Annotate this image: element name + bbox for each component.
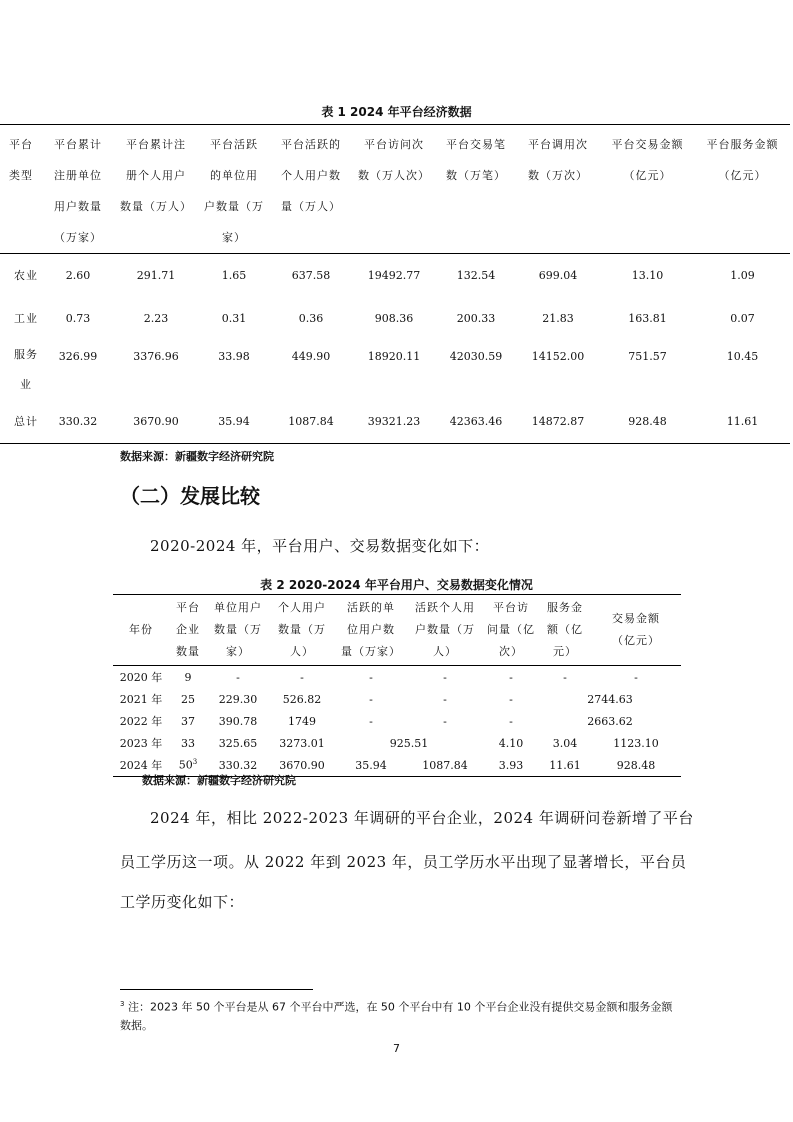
header-active-units bbox=[335, 595, 407, 666]
cell: 1087.84 bbox=[422, 758, 468, 772]
header-line: 类型 bbox=[9, 169, 33, 182]
header-line: （万家） bbox=[54, 231, 102, 244]
header-line: 数（万人次） bbox=[358, 169, 430, 182]
cell: 35.94 bbox=[355, 758, 387, 772]
header-line: 户数量（万 bbox=[204, 200, 264, 213]
cell: 19492.77 bbox=[367, 269, 421, 282]
cell: 3376.96 bbox=[133, 350, 179, 363]
cell: 3.04 bbox=[552, 736, 578, 750]
cell: 1.09 bbox=[730, 269, 755, 282]
cell: 9 bbox=[184, 670, 192, 684]
cell: 200.33 bbox=[456, 312, 496, 325]
body-line: 工学历变化如下： bbox=[120, 893, 245, 911]
cell: 132.54 bbox=[456, 269, 496, 282]
cell-merged-amount: 2663.62 bbox=[587, 714, 633, 728]
header-line: 用户数量 bbox=[54, 200, 102, 213]
cell: - bbox=[563, 670, 567, 684]
header-company-count bbox=[169, 595, 207, 666]
header-line: 问量（亿 bbox=[487, 623, 535, 636]
table2-source: 数据来源：新疆数字经济研究院 bbox=[142, 774, 296, 787]
header-line: 的单位用 bbox=[210, 169, 258, 182]
header-trade-amount bbox=[591, 595, 681, 666]
header-line: 个人用户 bbox=[278, 601, 326, 614]
cell: 928.48 bbox=[616, 758, 656, 772]
section-heading: （二）发展比较 bbox=[120, 484, 260, 508]
header-personal-users bbox=[269, 595, 335, 666]
cell: - bbox=[443, 714, 447, 728]
header-platform-type bbox=[0, 125, 42, 254]
header-year bbox=[113, 595, 169, 666]
footnote-text: 注：2023 年 50 个平台是从 67 个平台中严选，在 50 个平台中有 10 个平台企业没有提供交易金额和服务金额数据。 bbox=[120, 1000, 673, 1032]
header-line: 数（万笔） bbox=[446, 169, 506, 182]
header-line: 平台调用次 bbox=[528, 138, 588, 151]
cell: 1749 bbox=[288, 714, 316, 728]
table-row bbox=[0, 340, 790, 400]
header-line: 数量（万 bbox=[278, 623, 326, 636]
cell: 2.23 bbox=[143, 312, 169, 325]
header-line: 平台 bbox=[176, 601, 200, 614]
cell: 1123.10 bbox=[613, 736, 659, 750]
cell: 330.32 bbox=[58, 415, 98, 428]
cell: 163.81 bbox=[628, 312, 667, 325]
row-label bbox=[0, 340, 42, 400]
header-line: 平台交易金额 bbox=[611, 138, 684, 151]
cell: 33.98 bbox=[218, 350, 250, 363]
cell: - bbox=[300, 670, 304, 684]
header-line: 次） bbox=[499, 645, 523, 658]
cell: 751.57 bbox=[628, 350, 667, 363]
cell-year: 2024 年 bbox=[119, 759, 163, 772]
row-label: 工业 bbox=[14, 311, 38, 325]
header-unit-users bbox=[207, 595, 269, 666]
cell: 25 bbox=[181, 692, 195, 706]
table-row bbox=[0, 297, 790, 340]
table2-caption: 表 2 2020-2024 年平台用户、交易数据变化情况 bbox=[260, 578, 533, 592]
table-header-row bbox=[113, 595, 681, 666]
header-line: 交易金额 bbox=[612, 612, 660, 625]
row-label: 农业 bbox=[14, 268, 38, 282]
cell: 330.32 bbox=[218, 758, 258, 772]
cell: 449.90 bbox=[291, 350, 331, 363]
cell: 291.71 bbox=[136, 269, 176, 282]
row-label: 总计 bbox=[14, 414, 38, 428]
header-trade-amount bbox=[600, 125, 695, 254]
cell: 3670.90 bbox=[133, 415, 179, 428]
cell: - bbox=[369, 692, 373, 706]
row-label-line: 业 bbox=[20, 378, 32, 391]
header-line: 家） bbox=[222, 231, 246, 244]
header-line: 年份 bbox=[129, 623, 153, 636]
header-line: 数量（万人） bbox=[120, 200, 192, 213]
table-row bbox=[113, 666, 681, 689]
header-active-persons bbox=[407, 595, 483, 666]
table-row bbox=[0, 254, 790, 298]
table-row bbox=[0, 400, 790, 444]
cell-year: 2021 年 bbox=[119, 693, 163, 706]
header-transactions bbox=[436, 125, 516, 254]
header-line: 人） bbox=[290, 645, 314, 658]
intro-paragraph: 2020-2024 年，平台用户、交易数据变化如下： bbox=[150, 537, 490, 555]
header-line: 平台活跃的 bbox=[281, 138, 341, 151]
header-line: （亿元） bbox=[612, 634, 660, 647]
cell: 0.31 bbox=[221, 312, 247, 325]
table-header-row bbox=[0, 125, 790, 254]
cell-count: 50 bbox=[178, 758, 193, 772]
header-calls bbox=[516, 125, 600, 254]
header-registered-units bbox=[42, 125, 114, 254]
cell: - bbox=[634, 670, 638, 684]
table1-caption: 表 1 2024 年平台经济数据 bbox=[321, 105, 472, 119]
cell: 10.45 bbox=[726, 350, 759, 363]
header-line: 户数量（万 bbox=[415, 623, 475, 636]
cell: 326.99 bbox=[58, 350, 98, 363]
header-active-persons bbox=[270, 125, 352, 254]
header-line: 册个人用户 bbox=[126, 169, 186, 182]
cell: 37 bbox=[181, 714, 195, 728]
header-line: 活跃个人用 bbox=[415, 601, 475, 614]
cell: 14872.87 bbox=[531, 415, 585, 428]
header-line: 数量（万 bbox=[214, 623, 262, 636]
header-line: 企业 bbox=[176, 623, 200, 636]
page-number: 7 bbox=[393, 1042, 400, 1055]
header-line: （亿元） bbox=[718, 169, 767, 182]
table-row bbox=[113, 710, 681, 732]
cell-merged-active: 925.51 bbox=[389, 736, 429, 750]
cell: - bbox=[509, 692, 513, 706]
cell: 0.36 bbox=[298, 312, 324, 325]
header-line: 服务金 bbox=[547, 601, 583, 614]
header-line: 活跃的单 bbox=[347, 601, 395, 614]
header-line: 单位用户 bbox=[214, 601, 262, 614]
header-line: 数量 bbox=[176, 645, 200, 658]
cell: - bbox=[369, 714, 373, 728]
cell-year: 2022 年 bbox=[119, 715, 163, 728]
header-line: 量（万人） bbox=[281, 200, 341, 213]
header-line: 额（亿 bbox=[547, 623, 583, 636]
cell: 526.82 bbox=[282, 692, 322, 706]
platform-economy-table bbox=[0, 124, 790, 444]
cell: 42030.59 bbox=[449, 350, 503, 363]
cell: 39321.23 bbox=[367, 415, 421, 428]
header-service-amount bbox=[539, 595, 591, 666]
cell: 2.60 bbox=[65, 269, 91, 282]
footnote-ref[interactable]: 3 bbox=[192, 758, 198, 767]
cell: - bbox=[443, 692, 447, 706]
cell: 3273.01 bbox=[279, 736, 325, 750]
header-line: 平台访 bbox=[493, 601, 529, 614]
cell: 21.83 bbox=[542, 312, 574, 325]
cell: 1.65 bbox=[221, 269, 247, 282]
row-label-line: 服务 bbox=[14, 348, 38, 361]
cell: - bbox=[443, 670, 447, 684]
cell: - bbox=[509, 714, 513, 728]
footnote bbox=[120, 995, 680, 1035]
cell: 3670.90 bbox=[279, 758, 325, 772]
header-line: 家） bbox=[226, 645, 250, 658]
cell: - bbox=[236, 670, 240, 684]
header-line: 平台活跃 bbox=[210, 138, 258, 151]
cell: 4.10 bbox=[498, 736, 524, 750]
cell: 18920.11 bbox=[367, 350, 421, 363]
user-trade-change-table bbox=[113, 594, 681, 777]
header-line: 平台访问次 bbox=[364, 138, 424, 151]
cell: 14152.00 bbox=[531, 350, 585, 363]
header-service-amount bbox=[695, 125, 790, 254]
table1-source: 数据来源：新疆数字经济研究院 bbox=[120, 450, 274, 463]
cell: 699.04 bbox=[538, 269, 578, 282]
header-line: 个人用户数 bbox=[281, 169, 341, 182]
cell: 42363.46 bbox=[449, 415, 503, 428]
cell: 11.61 bbox=[726, 415, 759, 428]
header-line: 平台交易笔 bbox=[446, 138, 506, 151]
cell-year: 2023 年 bbox=[119, 737, 163, 750]
cell: 35.94 bbox=[218, 415, 250, 428]
header-line: 平台累计注 bbox=[126, 138, 186, 151]
cell: 908.36 bbox=[374, 312, 414, 325]
cell-year: 2020 年 bbox=[119, 671, 163, 684]
header-visits bbox=[352, 125, 436, 254]
header-line: 注册单位 bbox=[54, 169, 102, 182]
header-line: 位用户数 bbox=[347, 623, 395, 636]
header-line: 元） bbox=[553, 645, 577, 658]
table-row bbox=[113, 688, 681, 710]
cell: 1087.84 bbox=[288, 415, 334, 428]
cell: 390.78 bbox=[218, 714, 258, 728]
header-line: 量（万家） bbox=[341, 645, 401, 658]
body-line: 员工学历这一项。从 2022 年到 2023 年，员工学历水平出现了显著增长，平台员 bbox=[120, 853, 687, 871]
cell: 3.93 bbox=[498, 758, 524, 772]
cell: 637.58 bbox=[291, 269, 331, 282]
footnote-mark: 3 bbox=[120, 1000, 125, 1008]
footnote-divider bbox=[120, 989, 313, 990]
cell: 325.65 bbox=[218, 736, 258, 750]
cell: 928.48 bbox=[628, 415, 667, 428]
header-line: 平台服务金额 bbox=[706, 138, 779, 151]
header-line: 数（万次） bbox=[528, 169, 588, 182]
cell: - bbox=[369, 670, 373, 684]
cell: 229.30 bbox=[218, 692, 258, 706]
header-line: （亿元） bbox=[623, 169, 672, 182]
cell: 33 bbox=[181, 736, 195, 750]
header-line: 人） bbox=[433, 645, 457, 658]
cell: 0.07 bbox=[730, 312, 755, 325]
cell: 0.73 bbox=[65, 312, 91, 325]
header-line: 平台 bbox=[9, 138, 33, 151]
header-active-units bbox=[198, 125, 270, 254]
cell: 13.10 bbox=[631, 269, 664, 282]
header-visits bbox=[483, 595, 539, 666]
cell-merged-amount: 2744.63 bbox=[587, 692, 633, 706]
body-line: 2024 年，相比 2022-2023 年调研的平台企业，2024 年调研问卷新增了平台 bbox=[150, 809, 694, 827]
cell: 11.61 bbox=[549, 758, 581, 772]
header-line: 平台累计 bbox=[54, 138, 102, 151]
table-row bbox=[113, 732, 681, 754]
header-registered-persons bbox=[114, 125, 198, 254]
cell: - bbox=[509, 670, 513, 684]
